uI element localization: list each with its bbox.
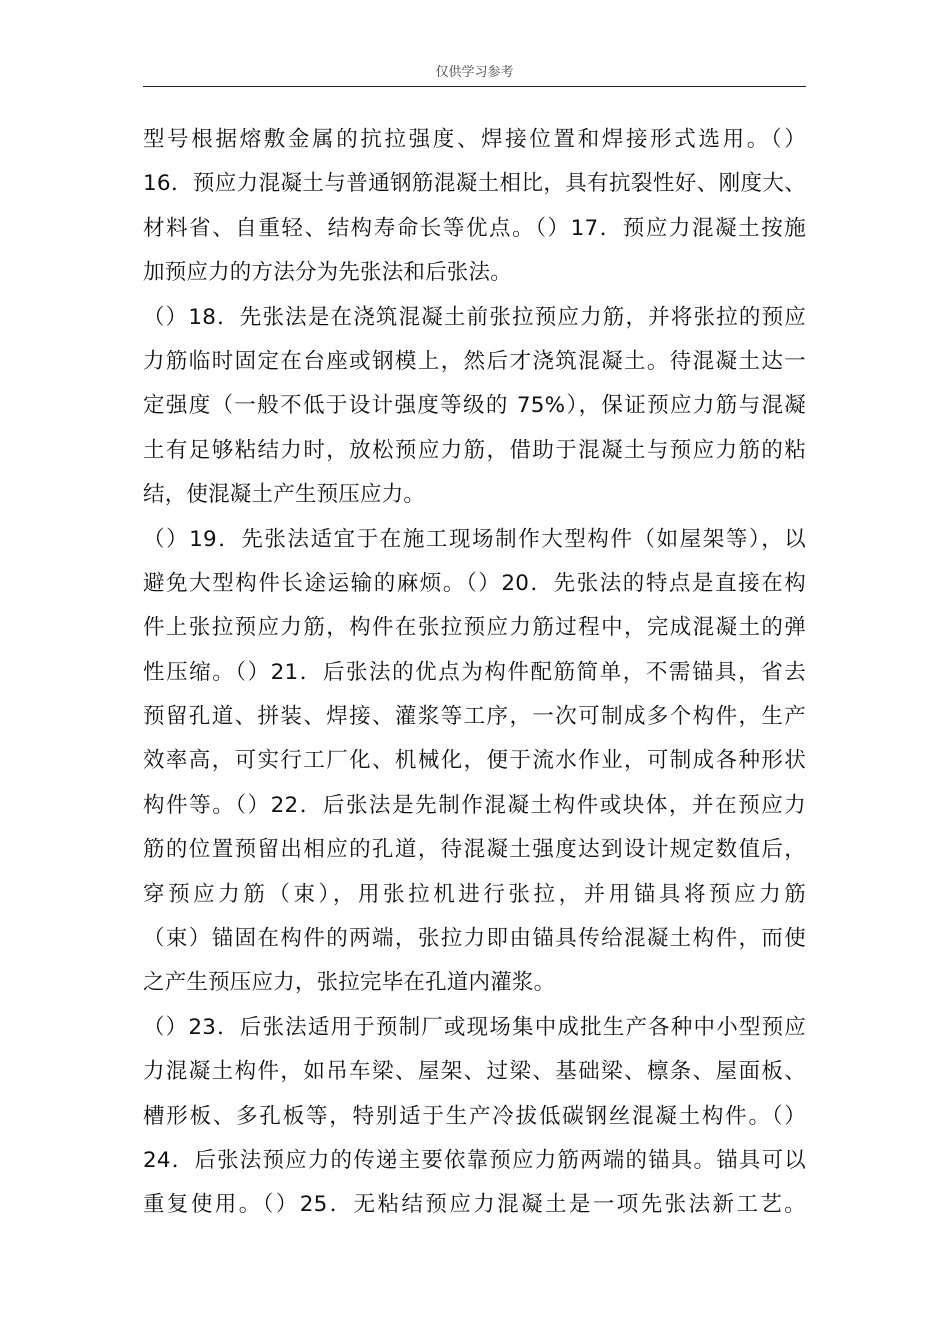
text-line: 之产生预压应力，张拉完毕在孔道内灌浆。 <box>143 970 556 996</box>
page-header: 仅供学习参考 <box>435 65 514 80</box>
text-line: （束）锚固在构件的两端，张拉力即由锚具传给混凝土构件，而使 <box>143 926 806 952</box>
text-line: 型号根据熔敷金属的抗拉强度、焊接位置和焊接形式选用。（） <box>143 127 806 152</box>
text-line: 加预应力的方法分为先张法和后张法。 <box>143 260 512 286</box>
text-line: 16．预应力混凝土与普通钢筋混凝土相比，具有抗裂性好、刚度大、 <box>143 171 806 197</box>
text-line: 性压缩。（）21．后张法的优点为构件配筋简单，不需锚具，省去 <box>143 659 806 685</box>
text-line: 24．后张法预应力的传递主要依靠预应力筋两端的锚具。锚具可以 <box>143 1147 806 1173</box>
text-line: 定强度（一般不低于设计强度等级的 75%），保证预应力筋与混凝 <box>143 393 806 419</box>
text-line: 土有足够粘结力时，放松预应力筋，借助于混凝土与预应力筋的粘 <box>143 437 806 463</box>
text-line: （）23．后张法适用于预制厂或现场集中成批生产各种中小型预应 <box>143 1014 806 1040</box>
text-line: 重复使用。（）25．无粘结预应力混凝土是一项先张法新工艺。 <box>143 1192 806 1218</box>
text-line: 筋的位置预留出相应的孔道，待混凝土强度达到设计规定数值后， <box>143 837 806 863</box>
text-line: （）18．先张法是在浇筑混凝土前张拉预应力筋，并将张拉的预应 <box>143 304 806 330</box>
header-rule <box>143 86 806 87</box>
text-line: （）19．先张法适宜于在施工现场制作大型构件（如屋架等），以 <box>143 526 806 552</box>
text-line: 构件等。（）22．后张法是先制作混凝土构件或块体，并在预应力 <box>143 792 806 818</box>
text-line: 结，使混凝土产生预压应力。 <box>143 482 426 508</box>
text-line: 效率高，可实行工厂化、机械化，便于流水作业，可制成各种形状 <box>143 748 806 774</box>
text-line: 材料省、自重轻、结构寿命长等优点。（）17．预应力混凝土按施 <box>143 215 806 241</box>
text-line: 槽形板、多孔板等，特别适于生产冷拔低碳钢丝混凝土构件。（） <box>143 1103 806 1129</box>
text-line: 预留孔道、拼装、焊接、灌浆等工序，一次可制成多个构件，生产 <box>143 704 806 730</box>
text-line: 力混凝土构件，如吊车梁、屋架、过梁、基础梁、檩条、屋面板、 <box>143 1059 806 1085</box>
text-line: 穿预应力筋（束），用张拉机进行张拉，并用锚具将预应力筋 <box>143 881 806 907</box>
document-body <box>143 118 806 1228</box>
text-line: 件上张拉预应力筋，构件在张拉预应力筋过程中，完成混凝土的弹 <box>143 615 806 641</box>
text-line: 力筋临时固定在台座或钢模上，然后才浇筑混凝土。待混凝土达一 <box>143 348 806 374</box>
text-line: 避免大型构件长途运输的麻烦。（）20．先张法的特点是直接在构 <box>143 570 806 596</box>
